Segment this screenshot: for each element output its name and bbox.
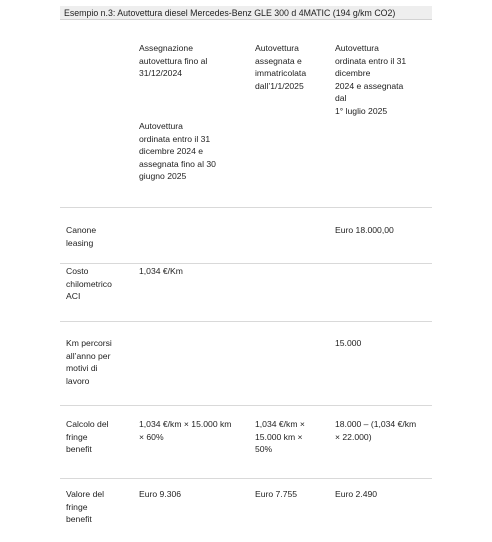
row-calcolo-col-1: 1,034 €/km × 15.000 km × 60%: [139, 419, 232, 442]
row-divider: [60, 405, 432, 406]
row-divider: [60, 263, 432, 264]
row-divider: [60, 478, 432, 479]
row-valore-col-2: Euro 7.755: [255, 489, 298, 499]
row-costo-col-1: 1,034 €/Km: [139, 266, 183, 276]
row-calcolo-col-3: 18.000 – (1,034 €/km × 22.000): [335, 419, 417, 442]
row-label-canone-leasing: Canone leasing: [66, 225, 97, 248]
row-divider: [60, 207, 432, 208]
row-canone-col-3: Euro 18.000,00: [335, 225, 394, 235]
table-title: Esempio n.3: Autovettura diesel Mercedes-Benz GLE 300 d 4MATIC (194 g/km CO2): [60, 6, 432, 20]
header-col-1-subnote: Autovettura ordinata entro il 31 dicembre 2024 e assegnata fino al 30 giugno 2025: [139, 121, 216, 182]
header-col-2: Autovettura assegnata e immatricolata dall’1/1/2025: [255, 43, 307, 91]
row-calcolo-col-2: 1,034 €/km × 15.000 km × 50%: [255, 419, 305, 455]
row-label-costo-km: Costo chilometrico ACI: [66, 266, 112, 302]
header-col-3: Autovettura ordinata entro il 31 dicembre 2024 e assegnata dal 1° luglio 2025: [335, 43, 407, 116]
row-divider: [60, 321, 432, 322]
header-col-1: Assegnazione autovettura fino al 31/12/2024: [139, 43, 208, 79]
row-label-calcolo-fringe: Calcolo del fringe benefit: [66, 419, 109, 455]
row-valore-col-3: Euro 2.490: [335, 489, 378, 499]
row-km-col-3: 15.000: [335, 338, 362, 348]
row-label-km-percorsi: Km percorsi all’anno per motivi di lavoro: [66, 338, 112, 386]
row-valore-col-1: Euro 9.306: [139, 489, 182, 499]
row-label-valore-fringe: Valore del fringe benefit: [66, 489, 105, 525]
